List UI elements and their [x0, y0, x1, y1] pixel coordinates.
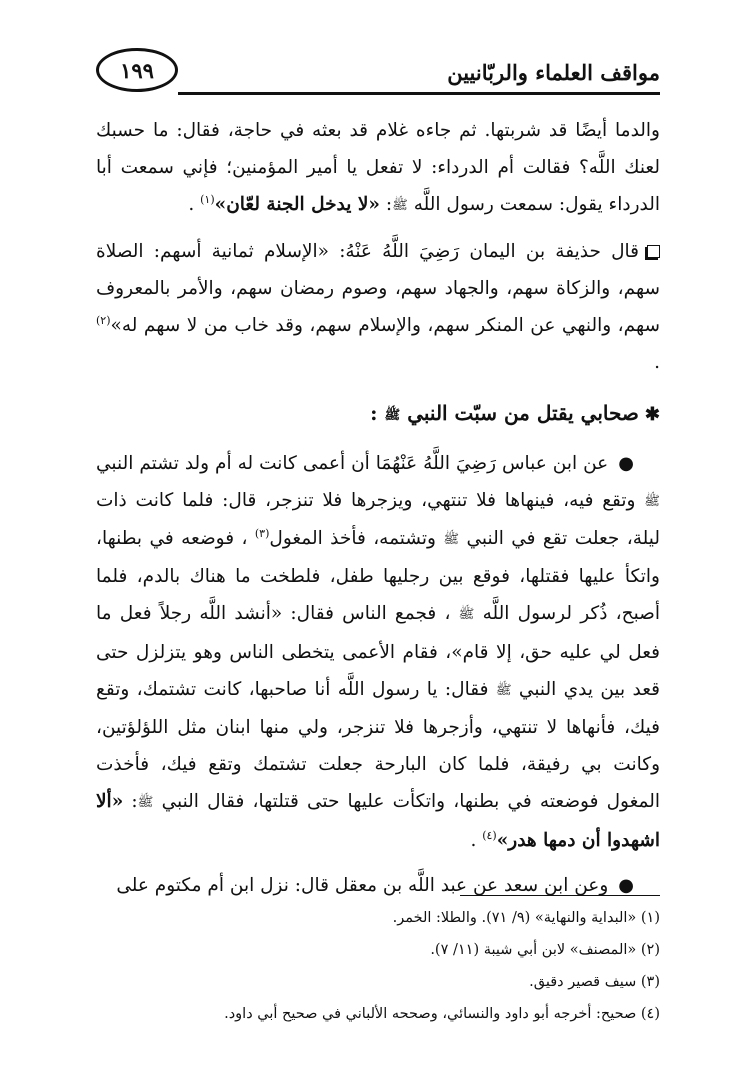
box-bullet-icon: [647, 245, 660, 258]
bullet-icon: ●: [618, 452, 634, 474]
page-header: [96, 42, 660, 98]
paragraph-2: قال حذيفة بن اليمان رَضِيَ اللَّهُ عَنْهُ: «الإسلام ثمانية أسهم: الصلاة سهم، والزكاة سهم، والجهاد سهم، وصوم رمضان سهم، والأمر بالمعروف سهم، والنهي عن المنكر سهم، والإسلام سهم، وقد خاب من لا سهم له»$^{(٢)}$ .: [96, 240, 660, 374]
footnote-1: (١) «البداية والنهاية» (٩/ ٧١). والطلا: الخمر.: [392, 910, 660, 926]
paragraph-4: ●وعن ابن سعد عن عبد اللَّه بن معقل قال: نزل ابن أم مكتوم على: [116, 874, 634, 896]
footnotes: [96, 902, 660, 1030]
page-number: ١٩٩: [120, 57, 154, 83]
asterisk-icon: ✱: [644, 404, 660, 426]
honorific-mark: ﷺ: [384, 408, 401, 424]
footnote-ref-1: (١): [200, 193, 215, 207]
main-text: [96, 112, 660, 904]
footnote-ref-3: (٣): [254, 526, 270, 540]
paragraph-3: ●عن ابن عباس رَضِيَ اللَّهُ عَنْهُمَا أن أعمى كانت له أم ولد تشتم النبي ﷺ وتقع فيه، فينهاها فلا تنتهي، ويزجرها فلا تنزجر، قال: فلما كانت ذات ليلة، جعلت تقع في النبي ﷺ وتشتمه، فأخذ المغول$^{(٣)}$ ، فوضعه في بطنها، واتكأ عليها فقتلها، فوقع بين رجليها طفل، فلطخت ما هناك بالدم، فلما أصبح، ذُكر لرسول اللَّه ﷺ ، فجمع الناس فقال: «أنشد اللَّه رجلاً فعل ما فعل لي عليه حق، إلا قام»، فقام الأعمى يتخطى الناس وهو يتزلزل حتى قعد بين يدي النبي ﷺ فقال: يا رسول اللَّه أنا صاحبها، كانت تشتمك، وتقع فيك، فأنهاها لا تنتهي، وأزجرها فلا تنزجر، ولي منها ابنان مثل اللؤلؤتين، وكانت بي رفيقة، فلما كان البارحة جعلت تشتمك وتقع فيك، فأخذت المغول فوضعته في بطنها، واتكأت عليها حتى قتلتها، فقال النبي ﷺ: «ألا اشهدوا أن دمها هدر»$^{(٤)}$ .: [96, 452, 660, 851]
footnote-3: (٣) سيف قصير دقيق.: [529, 974, 660, 990]
footnote-4: (٤) صحيح: أخرجه أبو داود والنسائي، وصححه الألباني في صحيح أبي داود.: [224, 1006, 660, 1022]
header-rule: [178, 92, 660, 95]
section-heading: ✱صحابي يقتل من سبّت النبي ﷺ :: [370, 401, 660, 426]
bullet-icon: ●: [618, 874, 634, 896]
running-title: مواقف العلماء والربّانيين: [447, 60, 660, 85]
footnote-2: (٢) «المصنف» لابن أبي شيبة (١١/ ٧).: [430, 942, 660, 958]
page-number-badge: [96, 48, 178, 92]
footnote-ref-4: (٤): [482, 828, 497, 842]
honorific-mark: ﷺ: [392, 198, 408, 214]
hadith-quote-1: «لا يدخل الجنة لعّان»: [214, 194, 380, 216]
hadith-quote-2: «ألا اشهدوا أن دمها هدر»: [96, 791, 660, 851]
footnote-rule: [460, 895, 660, 896]
footnote-ref-2: (٢): [96, 313, 111, 327]
paragraph-1: والدما أيضًا قد شربتها. ثم جاءه غلام قد بعثه في حاجة، فقال: ما حسبك لعنك اللَّه؟ فقالت أم الدرداء: لا تفعل يا أمير المؤمنين؛ فإني سمعت أبا الدرداء يقول: سمعت رسول اللَّه ﷺ: «لا يدخل الجنة لعّان»$^{(١)}$ .: [96, 120, 660, 216]
